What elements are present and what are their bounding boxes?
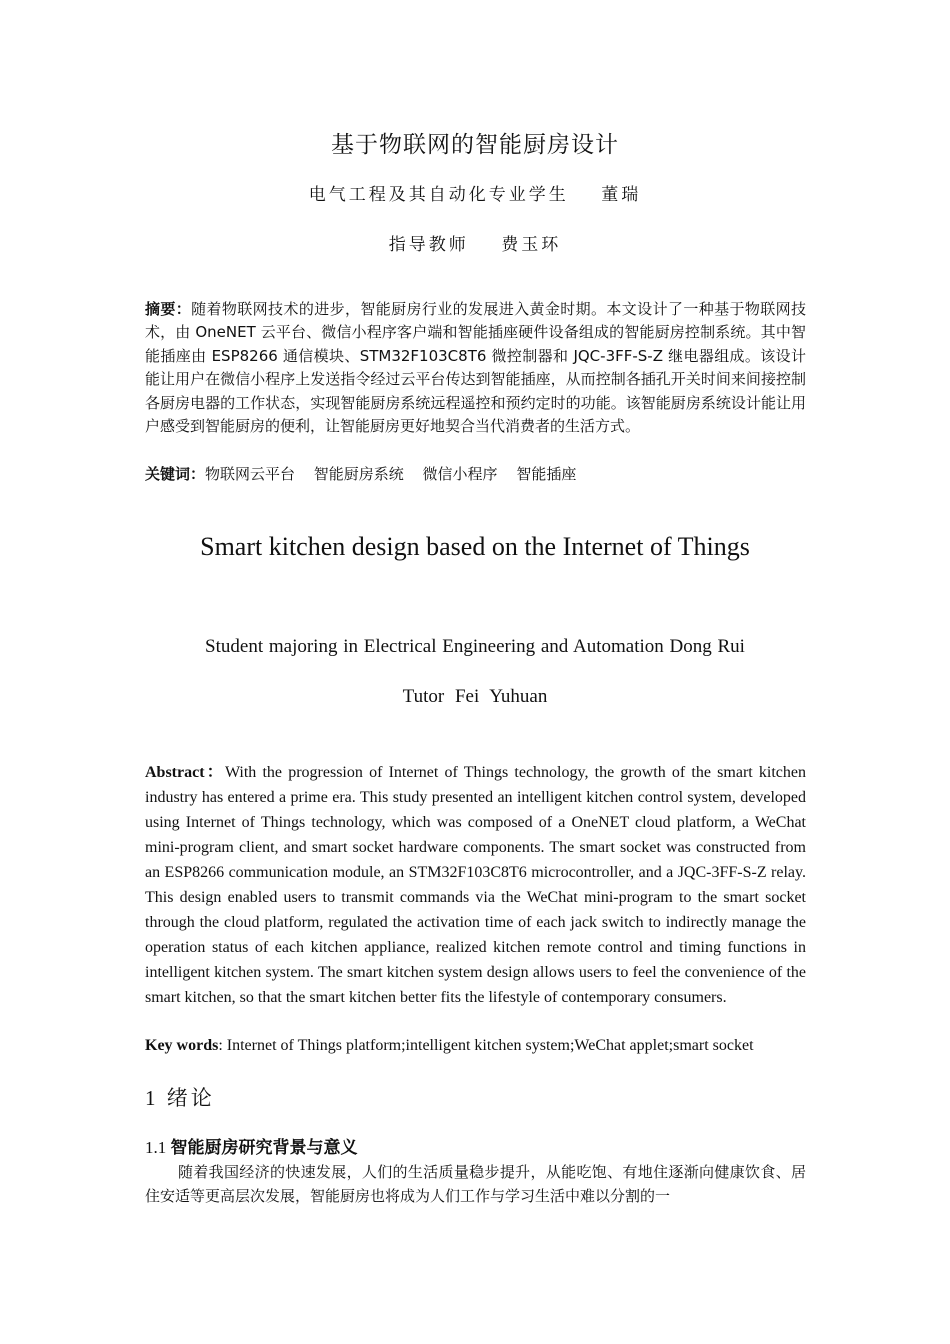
- tutor-line-en: Tutor Fei Yuhuan: [402, 686, 548, 707]
- section-heading: 1 绪论: [145, 1086, 215, 1110]
- paper-title-en: Smart kitchen design based on the Internet of Things: [200, 532, 750, 561]
- keywords-en: [145, 1034, 806, 1058]
- abstract-label-cn: 摘要：: [145, 300, 192, 318]
- author-name-cn: 董瑞: [601, 185, 642, 205]
- tutor-line-cn: [0, 230, 950, 255]
- author-major-cn: 电气工程及其自动化专业学生: [308, 185, 569, 205]
- author-line-en: Student majoring in Electrical Engineering and Automation Dong Rui: [205, 636, 745, 657]
- subsection-heading: [145, 1133, 806, 1158]
- abstract-text-en: With the progression of Internet of Things technology, the growth of the smart kitchen industry has entered a prime era. This study presented an intelligent kitchen control system, developed using Internet of Things technology, which was composed of a OneNET cloud platform, a WeChat mini-program client, and smart socket hardware components. The smart socket was constructed from an ESP8266 communication module, an STM32F103C8T6 microcontroller, and a JQC-3FF-S-Z relay. This design enabled users to transmit commands via the WeChat mini-program to the smart socket through the cloud platform, regulated the activation time of each jack switch to indirectly manage the operation status of each kitchen appliance, realized kitchen remote control and timing functions in intelligent kitchen system. The smart kitchen system design allows users to feel the convenience of the smart kitchen, so that the smart kitchen better fits the lifestyle of contemporary consumers.: [145, 764, 807, 1006]
- keywords-cn: [145, 463, 806, 486]
- abstract-text-cn: 随着物联网技术的进步，智能厨房行业的发展进入黄金时期。本文设计了一种基于物联网技术，由 OneNET 云平台、微信小程序客户端和智能插座硬件设备组成的智能厨房控制系统。其中智能插座由 ESP8266 通信模块、STM32F103C8T6 微控制器和 JQC-3FF-S-Z 继电器组成。该设计能让用户在微信小程序上发送指令经过云平台传达到智能插座，从而控制各插孔开关时间来间接控制各厨房电器的工作状态，实现智能厨房系统远程遥控和预约定时的功能。该智能厨房系统设计能让用户感受到智能厨房的便利，让智能厨房更好地契合当代消费者的生活方式。: [145, 300, 806, 436]
- keywords-label-en: Key words: [145, 1037, 219, 1054]
- tutor-label-cn: 指导教师: [388, 235, 469, 255]
- subsection-number: 1.1: [145, 1138, 167, 1157]
- subsection-title: 智能厨房研究背景与意义: [170, 1138, 358, 1158]
- keywords-label-cn: 关键词：: [145, 465, 206, 483]
- abstract-cn: [145, 298, 806, 438]
- abstract-label-en: Abstract：: [145, 764, 225, 781]
- abstract-en: [145, 760, 806, 1010]
- tutor-name-cn: 费玉环: [501, 235, 562, 255]
- keywords-text-cn: 物联网云平台 智能厨房系统 微信小程序 智能插座: [205, 465, 577, 483]
- paper-title-cn: 基于物联网的智能厨房设计: [331, 132, 619, 158]
- keywords-text-en: : Internet of Things platform;intelligent kitchen system;WeChat applet;smart socket: [218, 1037, 754, 1054]
- author-line-cn: [0, 180, 950, 205]
- body-paragraph: 随着我国经济的快速发展，人们的生活质量稳步提升，从能吃饱、有地住逐渐向健康饮食、居住安适等更高层次发展，智能厨房也将成为人们工作与学习生活中难以分割的一: [145, 1163, 806, 1205]
